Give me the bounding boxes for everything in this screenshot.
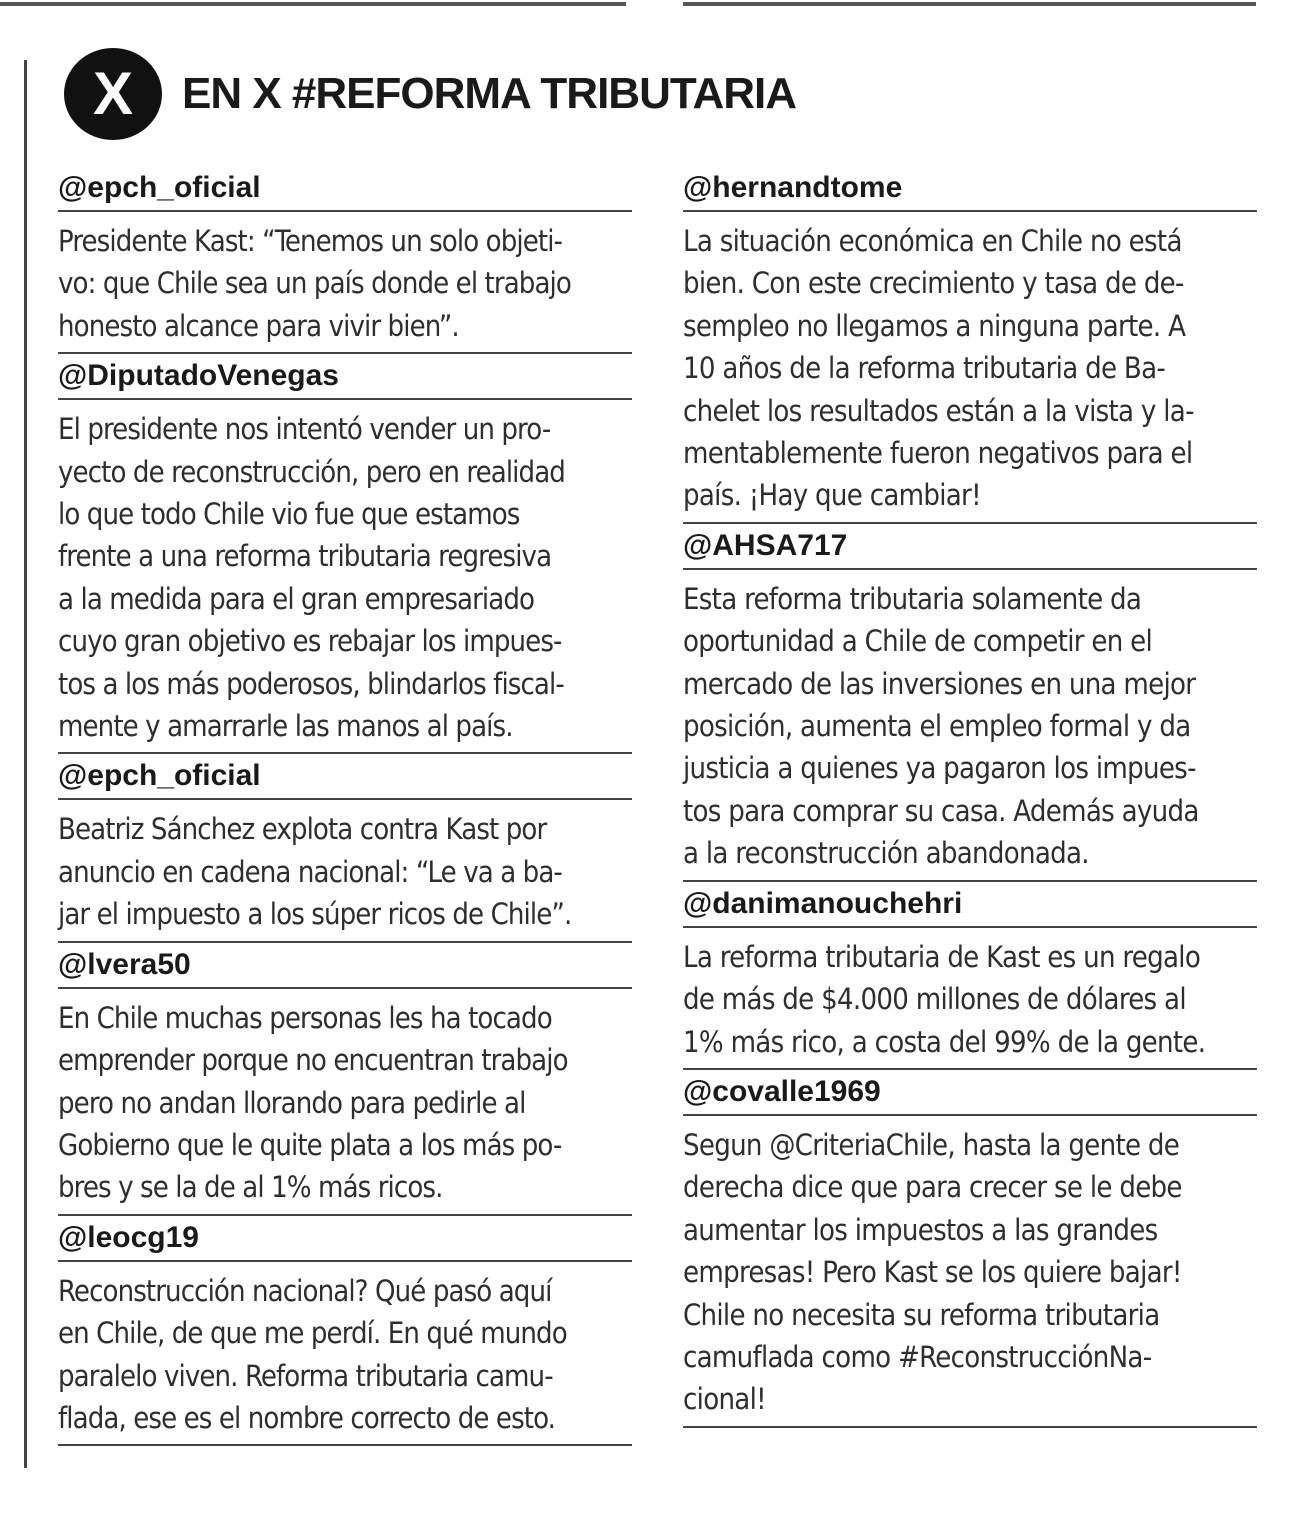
post-text: Beatriz Sánchez explota contra Kast por anuncio en cadena nacional: “Le va a ba- jar el impuesto a los súper ricos de Chile”. bbox=[58, 812, 572, 932]
section-header bbox=[64, 48, 796, 140]
post-item bbox=[683, 166, 1257, 524]
post-text: La reforma tributaria de Kast es un regalo de más de $4.000 millones de dólares al 1% más rico, a costa del 99% de la gente. bbox=[683, 939, 1206, 1059]
post-handle: @leocg19 bbox=[58, 1216, 632, 1262]
post-item bbox=[58, 354, 632, 754]
post-text: El presidente nos intentó vender un pro- yecto de reconstrucción, pero en realidad lo que todo Chile vio fue que estamos frente a una reforma tributaria regresiva a la medida para el gran empresariado cuyo gran objetivo es rebajar los impues- tos a los más poderosos, blindarlos fiscal- mente y amarrarle las manos al país. bbox=[58, 412, 565, 744]
post-handle: @epch_oficial bbox=[58, 166, 632, 212]
post-text: Presidente Kast: “Tenemos un solo objeti- vo: que Chile sea un país donde el trabajo honesto alcance para vivir bien”. bbox=[58, 224, 571, 343]
post-handle: @AHSA717 bbox=[683, 524, 1257, 570]
post-handle: @danimanouchehri bbox=[683, 882, 1257, 928]
column-divider bbox=[24, 60, 27, 1468]
post-item bbox=[58, 166, 632, 354]
x-logo-icon: X bbox=[64, 48, 162, 140]
right-column bbox=[683, 166, 1257, 1428]
post-text: La situación económica en Chile no está bien. Con este crecimiento y tasa de de- sempleo no llegamos a ninguna parte. A 10 años de la reforma tributaria de Ba- chelet los resultados están a la vista y la- mentablemente fueron negativos para el país. ¡Hay que cambiar! bbox=[683, 224, 1194, 513]
post-handle: @lvera50 bbox=[58, 943, 632, 989]
left-column bbox=[58, 166, 632, 1446]
post-text: En Chile muchas personas les ha tocado emprender porque no encuentran trabajo pero no andan llorando para pedirle al Gobierno que le quite plata a los más po- bres y se la de al 1% más ricos. bbox=[58, 1000, 568, 1205]
post-item bbox=[58, 943, 632, 1216]
post-text: Reconstrucción nacional? Qué pasó aquí en Chile, de que me perdí. En qué mundo paralelo viven. Reforma tributaria camu- flada, ese es el nombre correcto de esto. bbox=[58, 1273, 567, 1435]
post-handle: @covalle1969 bbox=[683, 1070, 1257, 1116]
post-text: Esta reforma tributaria solamente da oportunidad a Chile de competir en el mercado de las inversiones en una mejor posición, aumenta el empleo formal y da justicia a quienes ya pagaron los impues- tos para comprar su casa. Además ayuda a la reconstrucción abandonada. bbox=[683, 581, 1199, 871]
post-text: Segun @CriteriaChile, hasta la gente de derecha dice que para crecer se le debe aumentar los impuestos a las grandes empresas! Pero Kast se los quiere bajar! Chile no necesita su reforma tributaria camuflada como #ReconstrucciónNa- cional! bbox=[683, 1127, 1182, 1417]
post-handle: @hernandtome bbox=[683, 166, 1257, 212]
post-handle: @epch_oficial bbox=[58, 754, 632, 800]
top-rule-left bbox=[0, 2, 626, 6]
post-handle: @DiputadoVenegas bbox=[58, 354, 632, 400]
section-title: EN X #REFORMA TRIBUTARIA bbox=[182, 69, 796, 118]
post-item bbox=[683, 882, 1257, 1070]
top-rule-right bbox=[683, 2, 1256, 6]
post-item bbox=[683, 524, 1257, 882]
post-item bbox=[58, 1216, 632, 1447]
post-item bbox=[58, 754, 632, 942]
post-item bbox=[683, 1070, 1257, 1428]
